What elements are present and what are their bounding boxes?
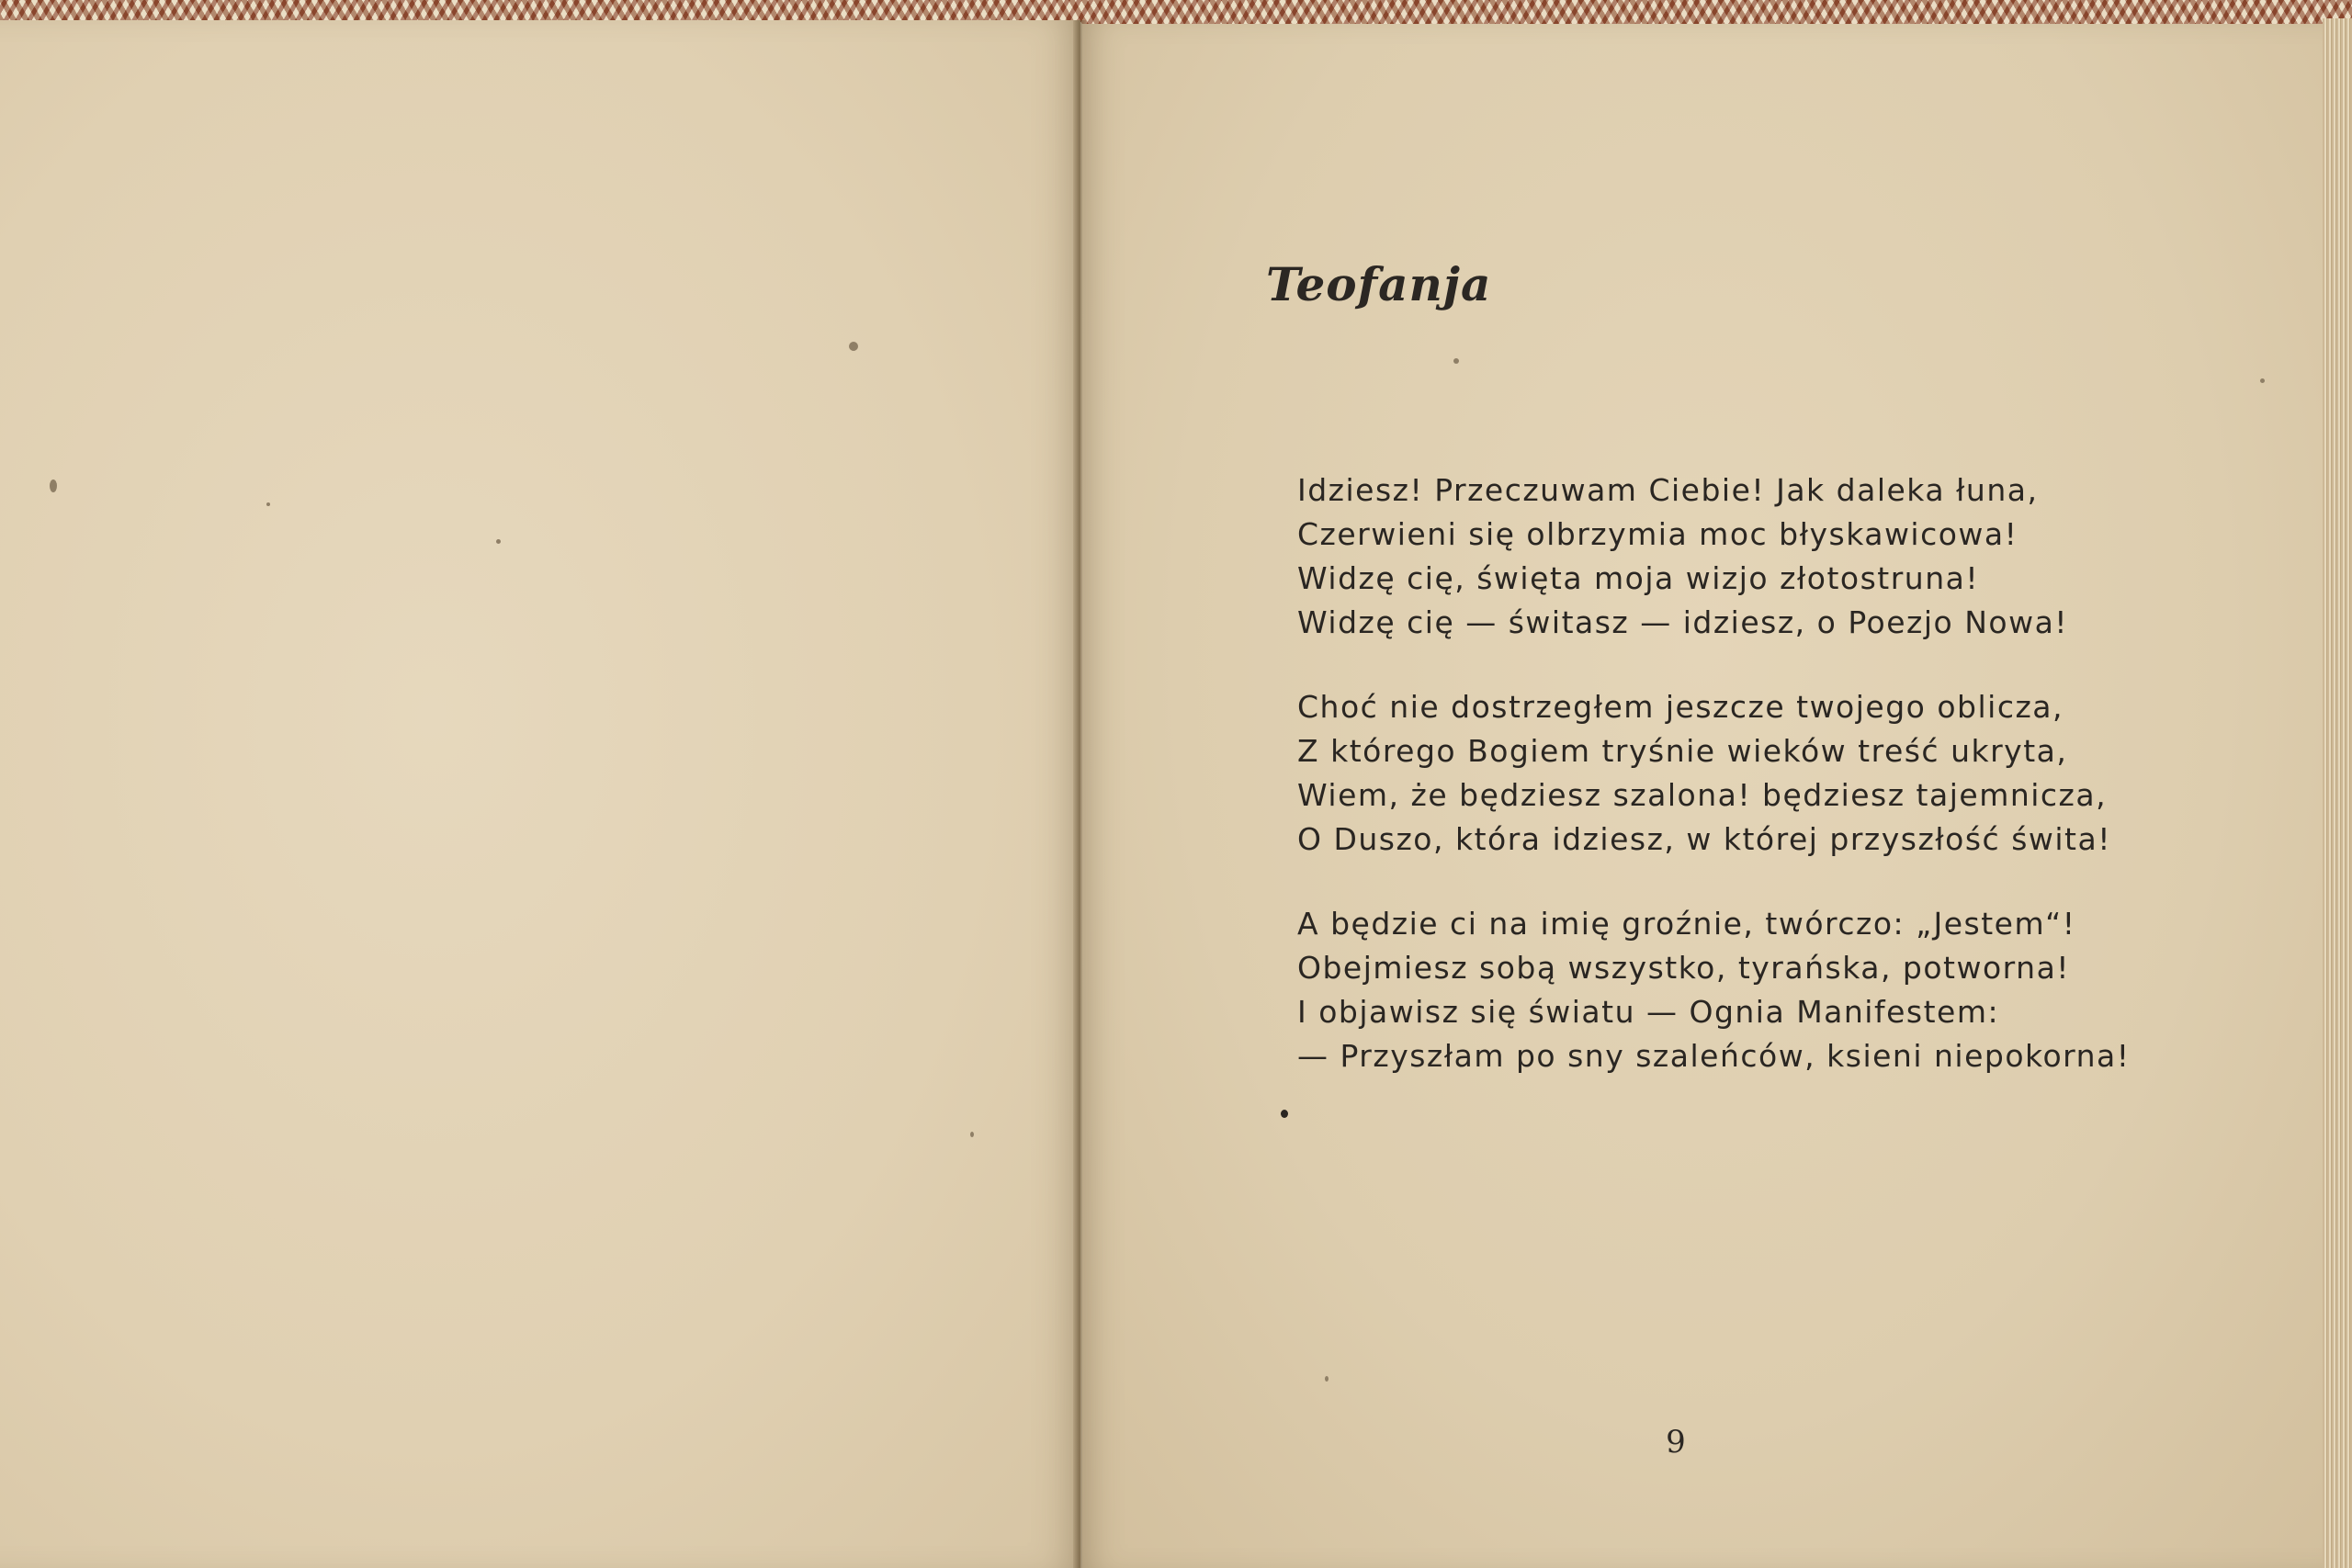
paper-speck (2260, 378, 2265, 383)
paper-speck (1453, 358, 1459, 364)
page-edges (2323, 18, 2352, 1568)
poem-line: Widzę cię — świtasz — idziesz, o Poezjo Nowa! (1297, 604, 2069, 640)
poem-line: Obejmiesz sobą wszystko, tyrańska, potworna! (1297, 950, 2071, 986)
poem-title: Teofanja (1266, 257, 1492, 311)
paper-speck (496, 539, 501, 544)
poem-line: Choć nie dostrzegłem jeszcze twojego oblicza, (1297, 689, 2064, 725)
poem-body (1297, 468, 2234, 1119)
poem-line: O Duszo, która idziesz, w której przyszłość świta! (1297, 821, 2111, 857)
paper-speck (266, 502, 270, 506)
page-number: 9 (1666, 1424, 1686, 1461)
poem-line: Wiem, że będziesz szalona! będziesz tajemnicza, (1297, 777, 2108, 813)
poem-line: A będzie ci na imię groźnie, twórczo: „Jestem“! (1297, 906, 2076, 942)
paper-speck (970, 1132, 974, 1137)
poem-line: Idziesz! Przeczuwam Ciebie! Jak daleka łuna, (1297, 472, 2039, 508)
paper-speck (849, 342, 858, 351)
stanza (1297, 685, 2234, 862)
stanza (1297, 902, 2234, 1078)
left-page-blank (0, 20, 1080, 1568)
paper-speck (1281, 1110, 1288, 1118)
poem-line: Czerwieni się olbrzymia moc błyskawicowa! (1297, 516, 2018, 552)
paper-speck (50, 479, 57, 492)
poem-line: Z którego Bogiem tryśnie wieków treść ukryta, (1297, 733, 2068, 769)
poem-line: Widzę cię, święta moja wizjo złotostruna! (1297, 560, 1980, 596)
paper-speck (1325, 1376, 1329, 1382)
stanza (1297, 468, 2234, 645)
poem-line: — Przyszłam po sny szaleńców, ksieni niepokorna! (1297, 1038, 2131, 1074)
poem-line: I objawisz się światu — Ognia Manifestem: (1297, 994, 2000, 1030)
